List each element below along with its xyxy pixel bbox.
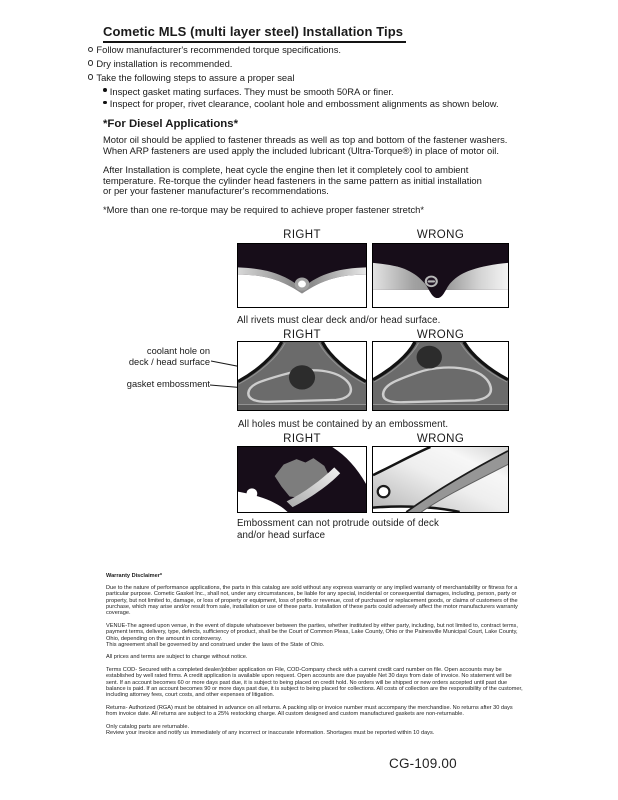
wrong-label-row2: WRONG (416, 329, 465, 341)
gasket-cross-section-image (373, 244, 508, 307)
terms-paragraph: Terms COD- Secured with a completed dealer/jobber application on File, COD-Company check with a current credit card number on file. Open accounts may be established by well rated firms. A credit application is available upon request. Open accounts are due payable Net 30 days from date of invoice. No statement will be sent. If an account becomes 60 or more days past due, it is subject to being placed on credit hold. No orders will be shipped or new orders accepted until past due balance is paid. If an account becomes 90 or more days past due, it is subject to being placed for collections. All costs of collection are the responsibility of the customer, including attorney fees, court costs, and other expenses of litigation. (106, 666, 523, 699)
tip-item (88, 58, 499, 72)
hole-embossment-wrong-diagram (372, 341, 509, 411)
right-label-row3: RIGHT (283, 433, 321, 445)
gasket-surface-image (373, 342, 508, 410)
agreement-paragraph: This agreement shall be governed by and construed under the laws of the State of Ohio. (106, 641, 325, 648)
circle-bullet-icon (88, 74, 93, 79)
wrong-label-row3: WRONG (416, 433, 465, 445)
returnable-paragraph: Only catalog parts are returnable. (106, 723, 190, 730)
paragraph-line: When ARP fasteners are used apply the included lubricant (Ultra-Torque®) in place of motor oil. (103, 144, 499, 156)
caption-row2: All holes must be contained by an embossment. (238, 419, 449, 430)
hole-embossment-right-diagram (237, 341, 367, 411)
paragraph-line: After Installation is complete, heat cycle the engine then let it completely cool to ambient (103, 164, 469, 175)
rivet-clearance-wrong-diagram (372, 243, 509, 308)
tip-item (88, 44, 499, 58)
rivet-clearance-right-diagram (237, 243, 367, 308)
tip-item (88, 72, 499, 86)
tip-text: Inspect gasket mating surfaces. They must be smooth 50RA or finer. (109, 85, 394, 97)
caption-row3 (237, 518, 487, 541)
tip-text: Take the following steps to assure a proper seal (96, 71, 295, 83)
dot-bullet-icon (103, 88, 107, 92)
paragraph-line: temperature. Re-torque the cylinder head fasteners in the same pattern as initial installation (103, 174, 482, 186)
gasket-ring-image (238, 447, 366, 512)
paragraph-line: Motor oil should be applied to fastener threads as well as top and bottom of the fastener washers. (103, 134, 508, 145)
circle-bullet-icon (88, 47, 93, 52)
retorque-note: *More than one re-torque may be required to achieve proper fastener stretch* (103, 204, 425, 215)
venue-paragraph: VENUE-The agreed upon venue, in the event of dispute whatsoever between the parties, whether instituted by either party, including, but not limited to, contract terms, payment terms, delivery, type, defects, sufficiency of product, shall be the Court of Common Pleas, Lake County, Ohio or the Painesville Municipal Court, Lake County, Ohio, depending on the amount in controversy. (106, 622, 518, 642)
sub-tip-item (103, 98, 499, 110)
dot-bullet-icon (103, 101, 107, 105)
gasket-embossment-annotation: gasket embossment (126, 379, 210, 389)
prices-paragraph: All prices and terms are subject to change without notice. (106, 654, 248, 661)
right-label-row1: RIGHT (283, 229, 321, 241)
sub-tip-item (103, 86, 499, 98)
warranty-heading: Warranty Disclaimer* (106, 573, 163, 579)
coolant-hole-annotation: coolant hole on deck / head surface (128, 346, 210, 367)
diesel-paragraph-1 (103, 135, 553, 156)
caption-row1: All rivets must clear deck and/or head surface. (237, 315, 441, 326)
circle-bullet-icon (88, 60, 93, 65)
wrong-label-row1: WRONG (416, 229, 465, 241)
caption-line: and/or head surface (237, 529, 326, 541)
diesel-heading: *For Diesel Applications* (103, 118, 239, 130)
gasket-cross-section-image (238, 244, 366, 307)
embossment-protrusion-wrong-diagram (372, 446, 509, 513)
page-code: CG-109.00 (389, 756, 457, 771)
gasket-ring-image (373, 447, 508, 512)
tip-text: Dry installation is recommended. (96, 57, 233, 69)
tip-text: Inspect for proper, rivet clearance, coolant hole and embossment alignments as shown below. (109, 97, 499, 109)
paragraph-line: or per your fastener manufacturer's recommendations. (103, 185, 329, 196)
warranty-paragraph: Due to the nature of performance applications, the parts in this catalog are sold without any express warranty or any implied warranty of merchantability or fitness for a particular purpose. Cometic Gasket Inc., shall not, under any circumstances, be liable for any special, incidental or consequential damages, including, person, party or property, but not limited to, damage, or loss of property or equipment, loss of profits or revenue, cost of purchased or replacement goods, or claims of customers of the purchase, which may arise and/or result from sale, installation or use of these parts. Installation of these parts could adversely affect the motor manufacturers warranty coverage. (106, 584, 518, 617)
installation-tips-list (88, 44, 499, 110)
diesel-paragraph-2 (103, 165, 553, 197)
right-label-row2: RIGHT (283, 329, 321, 341)
review-paragraph: Review your invoice and notify us immediately of any incorrect or inaccurate information. Shortages must be reported within 10 days. (106, 730, 435, 737)
warranty-disclaimer-section (106, 573, 525, 743)
page-title: Cometic MLS (multi layer steel) Installation Tips (103, 24, 406, 43)
tip-text: Follow manufacturer's recommended torque specifications. (96, 44, 342, 55)
returns-paragraph: Returns- Authorized (RGA) must be obtained in advance on all returns. A packing slip or invoice number must accompany the merchandise. No returns after 30 days from invoice date. All returns are subject to a 25% restocking charge. All custom designed and custom manufactured gaskets are non-returnable. (106, 704, 513, 718)
embossment-protrusion-right-diagram (237, 446, 367, 513)
caption-line: Embossment can not protrude outside of deck (237, 518, 439, 529)
gasket-surface-image (238, 342, 366, 410)
